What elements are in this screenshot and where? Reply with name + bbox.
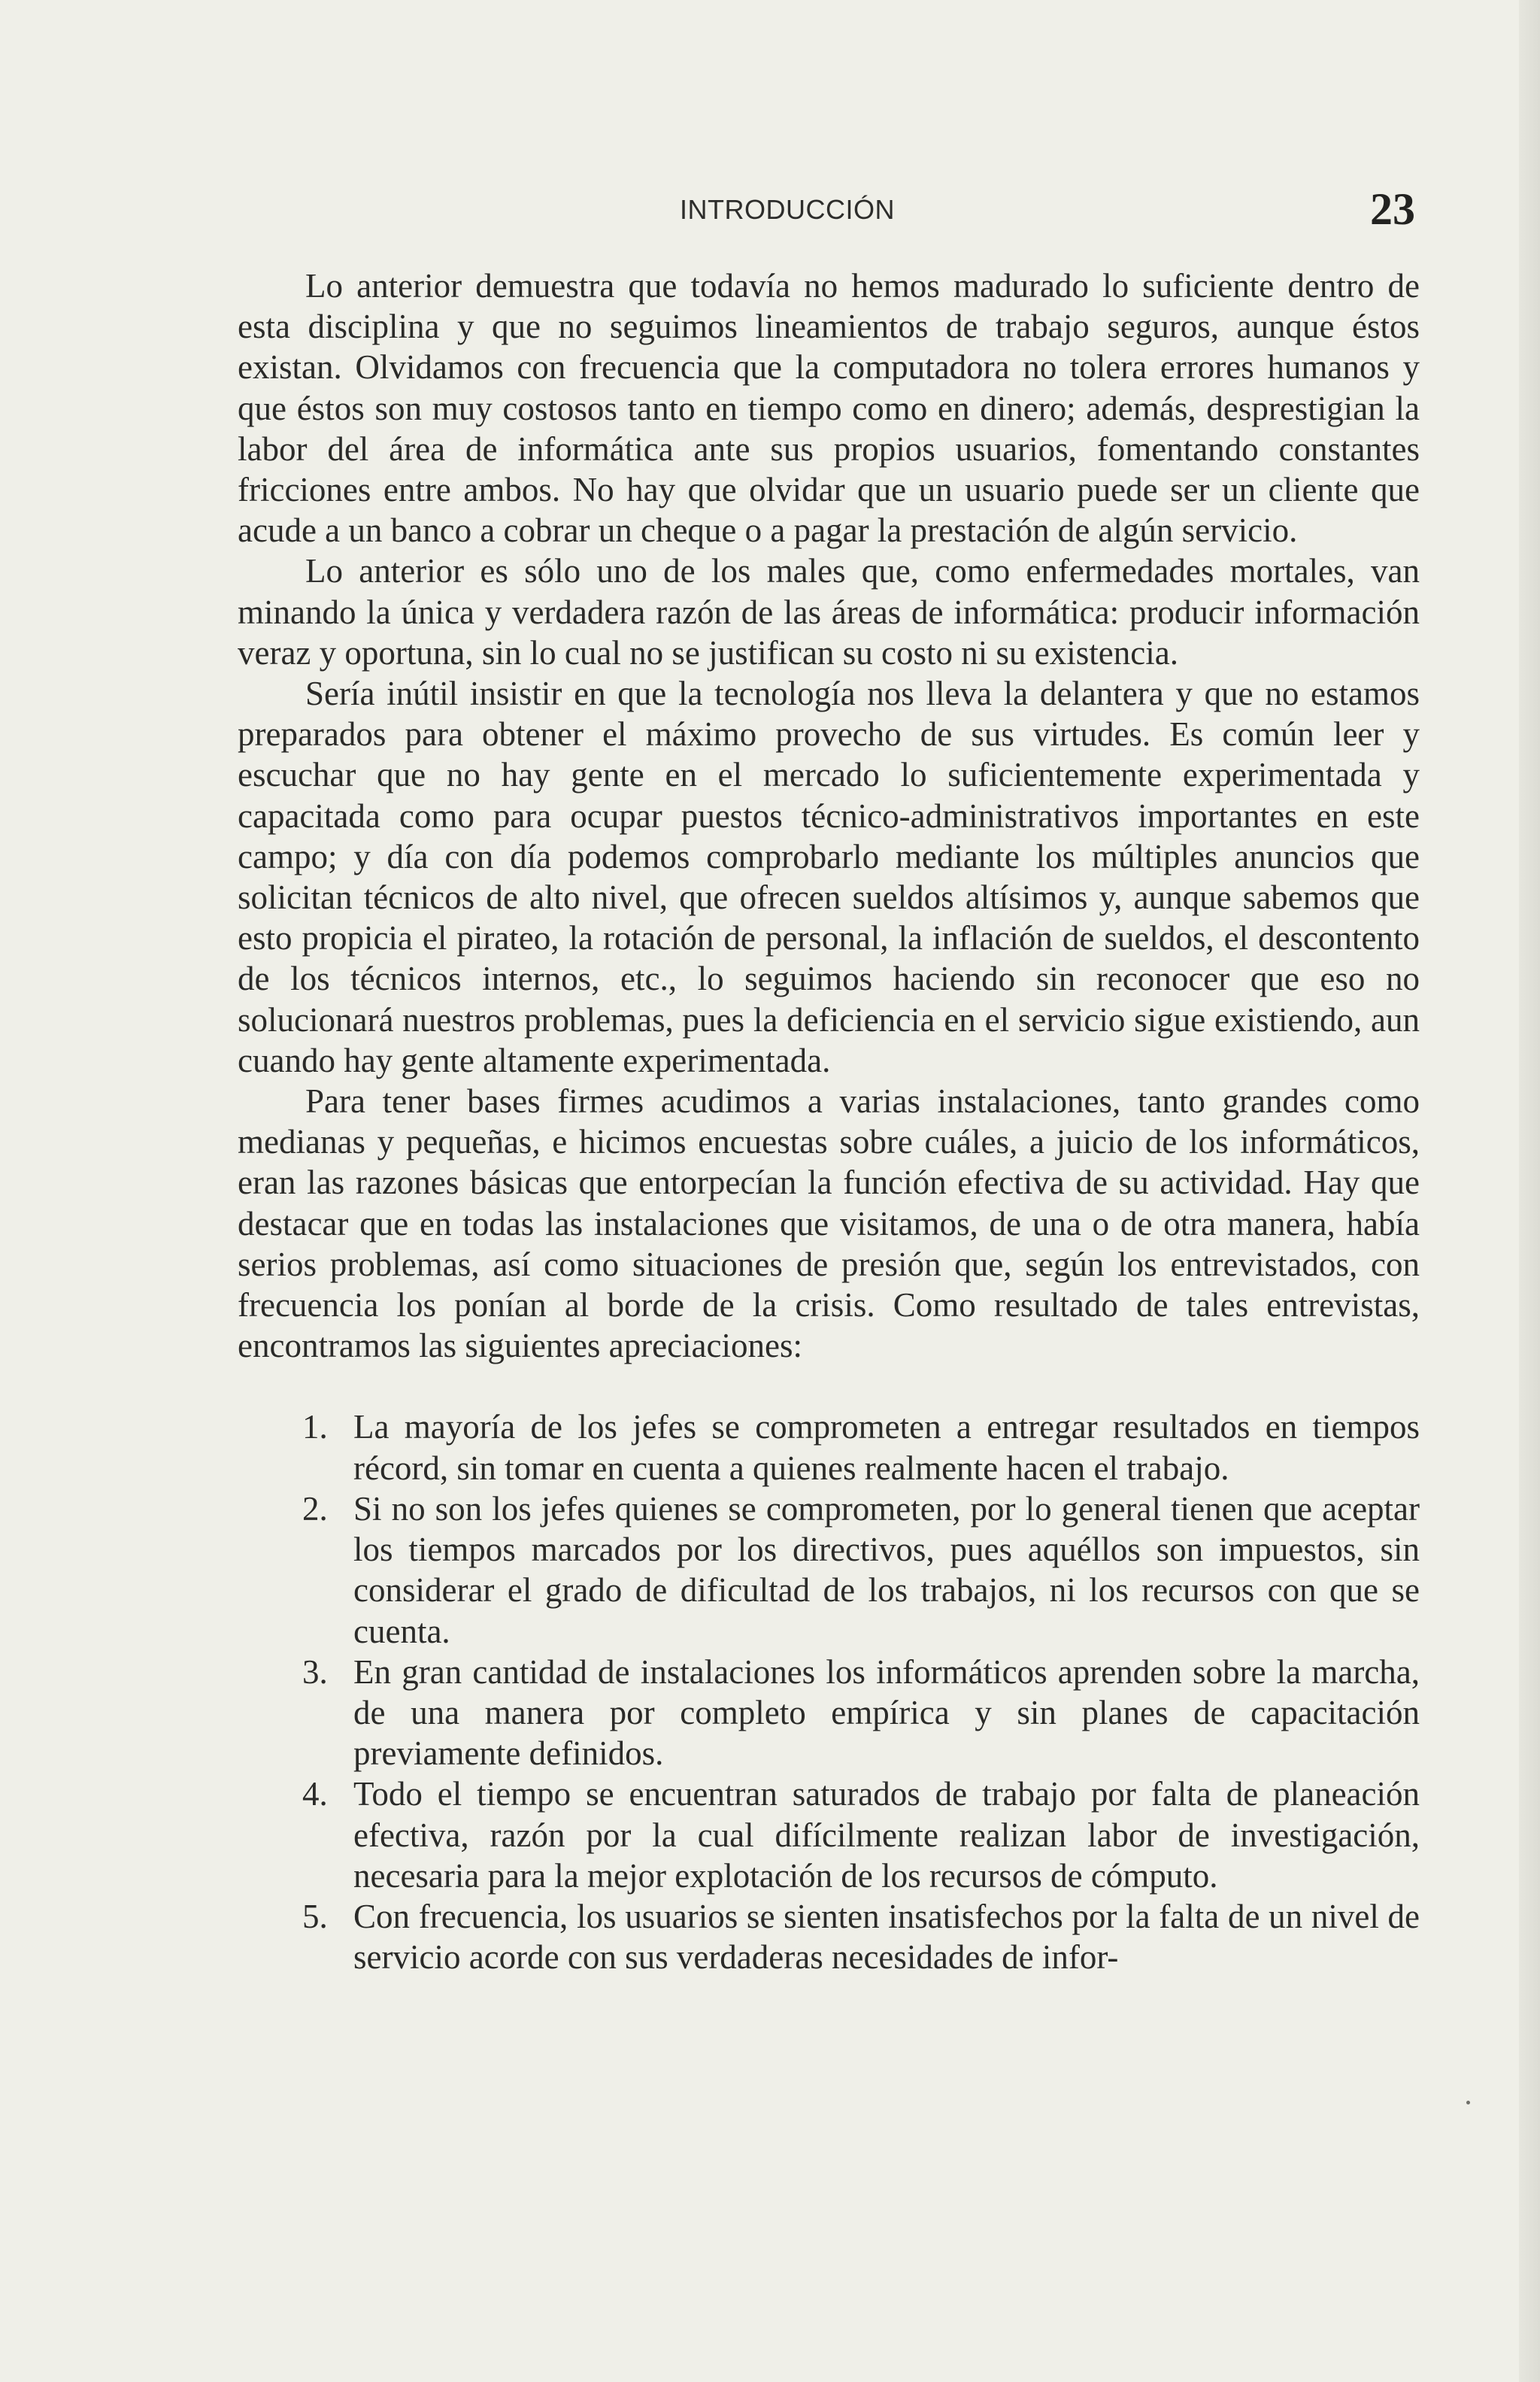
paragraph-2: Lo anterior es sólo uno de los males que, como enfermedades mortales, van minando la única y verdadera razón de las áreas de informática: producir información veraz y oportuna, sin lo cual no se justifican su costo ni su existencia. <box>238 552 1420 672</box>
list-item-text: Si no son los jefes quienes se comprometen, por lo general tienen que aceptar los tiempos marcados por los directivos, pues aquéllos son impuestos, sin considerar el grado de dificultad de los trabajos, ni los recursos con que se cuenta. <box>353 1489 1420 1650</box>
list-item-text: La mayoría de los jefes se comprometen a entregar resultados en tiempos récord, sin tomar en cuenta a quienes realmente hacen el trabajo. <box>353 1408 1420 1487</box>
list-item <box>238 1488 1420 1652</box>
page-edge-shadow <box>1519 0 1540 2382</box>
paragraph-3: Sería inútil insistir en que la tecnología nos lleva la delantera y que no estamos preparados para obtener el máximo provecho de sus virtudes. Es común leer y escuchar que no hay gente en el mercado lo suficientemente experimentada y capacitada como para ocupar puestos técnico-administrativos importantes en este campo; y día con día podemos comprobarlo mediante los múltiples anuncios que solicitan técnicos de alto nivel, que ofrecen sueldos altísimos y, aunque sabemos que esto propicia el pirateo, la rotación de personal, la inflación de sueldos, el descontento de los técnicos internos, etc., lo seguimos haciendo sin reconocer que eso no solucionará nuestros problemas, pues la deficiencia en el servicio sigue existiendo, aun cuando hay gente altamente experimentada. <box>238 675 1420 1079</box>
list-item-text: En gran cantidad de instalaciones los informáticos aprenden sobre la marcha, de una manera por completo empírica y sin planes de capacitación previamente definidos. <box>353 1652 1420 1773</box>
list-item <box>238 1652 1420 1774</box>
list-item <box>238 1406 1420 1488</box>
list-item <box>238 1896 1420 1977</box>
paragraph-1: Lo anterior demuestra que todavía no hemos madurado lo suficiente dentro de esta disciplina y que no seguimos lineamientos de trabajo seguros, aunque éstos existan. Olvidamos con frecuencia que la computadora no tolera errores humanos y que éstos son muy costosos tanto en tiempo como en dinero; además, desprestigian la labor del área de informática ante sus propios usuarios, fomentando constantes fricciones entre ambos. No hay que olvidar que un usuario puede ser un cliente que acude a un banco a cobrar un cheque o a pagar la prestación de algún servicio. <box>238 267 1420 550</box>
body-text <box>238 266 1420 1977</box>
list-item-number: 3. <box>302 1652 328 1691</box>
running-title: INTRODUCCIÓN <box>680 194 895 225</box>
paragraph-4: Para tener bases firmes acudimos a varias instalaciones, tanto grandes como medianas y pequeñas, e hicimos encuestas sobre cuáles, a juicio de los informáticos, eran las razones básicas que entorpecían la función efectiva de su actividad. Hay que destacar que en todas las instalaciones que visitamos, de una o de otra manera, había serios problemas, así como situaciones de presión que, según los entrevistados, con frecuencia los ponían al borde de la crisis. Como resultado de tales entrevistas, encontramos las siguientes apreciaciones: <box>238 1082 1420 1365</box>
list-item-number: 5. <box>302 1897 328 1935</box>
list-item-number: 4. <box>302 1775 328 1813</box>
list-item-text: Con frecuencia, los usuarios se sienten insatisfechos por la falta de un nivel de servicio acorde con sus verdaderas necesidades de infor- <box>353 1897 1420 1977</box>
list-item <box>238 1774 1420 1896</box>
page-number: 23 <box>1370 184 1415 234</box>
running-head <box>0 184 1519 234</box>
list-item-text: Todo el tiempo se encuentran saturados de trabajo por falta de planeación efectiva, razón por la cual difícilmente realizan labor de investigación, necesaria para la mejor explotación de los recursos de cómputo. <box>353 1775 1420 1895</box>
numbered-list <box>238 1406 1420 1977</box>
list-item-number: 2. <box>302 1489 328 1528</box>
list-item-number: 1. <box>302 1408 328 1446</box>
scan-speck <box>1466 2101 1470 2104</box>
